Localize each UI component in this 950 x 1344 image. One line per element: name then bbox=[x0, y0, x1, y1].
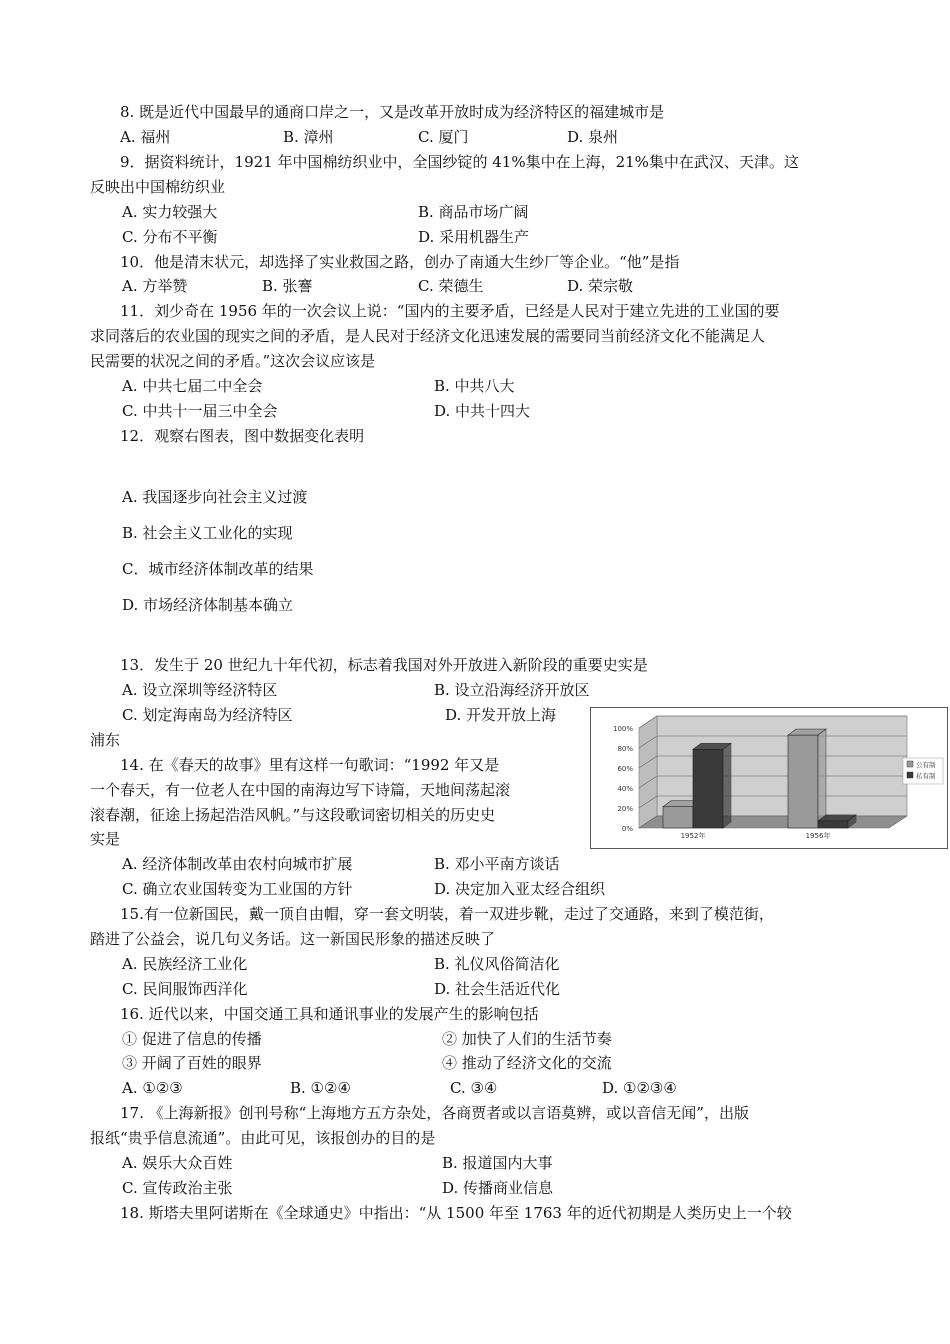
q14-option-d: D. 决定加入亚太经合组织 bbox=[434, 880, 606, 898]
q16-item-4: ④ 推动了经济文化的交流 bbox=[442, 1054, 612, 1072]
chart-legend-swatch bbox=[907, 761, 913, 767]
chart-xtick-label: 1952年 bbox=[680, 832, 706, 840]
q11-stem-line3: 民需要的状况之间的矛盾。”这次会议应该是 bbox=[90, 352, 376, 370]
q15-stem-line1: 15.有一位新国民，戴一顶自由帽，穿一套文明装，着一双进步靴，走过了交通路，来到了模范街， bbox=[120, 905, 774, 923]
q14-option-b: B. 邓小平南方谈话 bbox=[434, 855, 560, 873]
chart-canvas bbox=[591, 708, 947, 848]
q17-option-c: C. 宣传政治主张 bbox=[122, 1179, 233, 1197]
q15-option-c: C. 民间服饰西洋化 bbox=[122, 980, 248, 998]
ownership-bar-chart bbox=[590, 707, 948, 849]
q13-option-d: D. 开发开放上海 bbox=[445, 706, 557, 724]
q13-option-a: A. 设立深圳等经济特区 bbox=[122, 681, 278, 699]
chart-bar-front bbox=[693, 749, 723, 828]
q13-stem: 13．发生于 20 世纪九十年代初，标志着我国对外开放进入新阶段的重要史实是 bbox=[120, 656, 648, 674]
q14-stem-line3: 滚春潮，征途上扬起浩浩风帆。”与这段歌词密切相关的历史史 bbox=[90, 806, 496, 824]
q14-option-a: A. 经济体制改革由农村向城市扩展 bbox=[122, 855, 353, 873]
q15-option-b: B. 礼仪风俗简洁化 bbox=[434, 955, 560, 973]
q16-stem: 16. 近代以来，中国交通工具和通讯事业的发展产生的影响包括 bbox=[120, 1005, 539, 1023]
q11-stem-line1: 11．刘少奇在 1956 年的一次会议上说：“国内的主要矛盾，已经是人民对于建立先进的工业国的要 bbox=[120, 302, 780, 320]
chart-ytick-label: 100% bbox=[612, 725, 633, 733]
chart-bar-front bbox=[788, 735, 818, 828]
q8-option-c: C. 厦门 bbox=[418, 128, 469, 146]
q14-stem-line1: 14. 在《春天的故事》里有这样一句歌词：“1992 年又是 bbox=[120, 756, 500, 774]
q10-option-d: D. 荣宗敬 bbox=[567, 277, 634, 295]
q8-option-d: D. 泉州 bbox=[567, 128, 619, 146]
q17-stem-line1: 17. 《上海新报》创刊号称“上海地方五方杂处，各商贾者或以言语莫辨，或以音信无闻”，出版 bbox=[120, 1104, 749, 1122]
chart-ytick-label: 60% bbox=[617, 765, 633, 773]
chart-ytick-label: 20% bbox=[617, 805, 633, 813]
chart-ytick-label: 80% bbox=[617, 745, 633, 753]
q8-stem: 8. 既是近代中国最早的通商口岸之一，又是改革开放时成为经济特区的福建城市是 bbox=[120, 103, 665, 121]
chart-xtick-label: 1956年 bbox=[805, 832, 831, 840]
q13-option-c: C. 划定海南岛为经济特区 bbox=[122, 706, 293, 724]
chart-bar-front bbox=[663, 807, 693, 828]
q17-option-d: D. 传播商业信息 bbox=[442, 1179, 554, 1197]
q14-stem-line2: 一个春天，有一位老人在中国的南海边写下诗篇，天地间荡起滚 bbox=[90, 781, 511, 799]
q11-stem-line2: 求同落后的农业国的现实之间的矛盾，是人民对于经济文化迅速发展的需要同当前经济文化不能满足人 bbox=[90, 327, 766, 345]
q9-stem-line2: 反映出中国棉纺织业 bbox=[90, 178, 226, 196]
q10-option-a: A. 方举赞 bbox=[122, 277, 188, 295]
q10-option-c: C. 荣德生 bbox=[418, 277, 484, 295]
q17-option-a: A. 娱乐大众百姓 bbox=[122, 1154, 233, 1172]
q16-option-c: C. ③④ bbox=[450, 1079, 498, 1097]
q9-option-a: A. 实力较强大 bbox=[122, 203, 218, 221]
q15-option-a: A. 民族经济工业化 bbox=[122, 955, 248, 973]
q15-stem-line2: 踏进了公益会，说几句义务话。这一新国民形象的描述反映了 bbox=[90, 930, 496, 948]
q9-option-d: D. 采用机器生产 bbox=[418, 228, 530, 246]
q9-stem-line1: 9．据资料统计，1921 年中国棉纺织业中，全国纱锭的 41%集中在上海，21%集中在武汉、天津。这 bbox=[120, 153, 799, 171]
q14-option-c: C. 确立农业国转变为工业国的方针 bbox=[122, 880, 353, 898]
q16-item-3: ③ 开阔了百姓的眼界 bbox=[122, 1054, 262, 1072]
q13-option-d-continued: 浦东 bbox=[90, 731, 121, 749]
q17-option-b: B. 报道国内大事 bbox=[442, 1154, 553, 1172]
q11-option-c: C. 中共十一届三中全会 bbox=[122, 402, 278, 420]
chart-legend-label: 私有制 bbox=[916, 772, 936, 780]
q16-option-b: B. ①②④ bbox=[290, 1079, 351, 1097]
q16-item-1: ① 促进了信息的传播 bbox=[122, 1030, 262, 1048]
q11-option-a: A. 中共七届二中全会 bbox=[122, 377, 263, 395]
q16-option-d: D. ①②③④ bbox=[602, 1079, 677, 1097]
q18-stem: 18. 斯塔夫里阿诺斯在《全球通史》中指出：“从 1500 年至 1763 年的近代初期是人类历史上一个较 bbox=[120, 1204, 792, 1222]
chart-bar-front bbox=[818, 821, 848, 828]
q12-option-d: D. 市场经济体制基本确立 bbox=[122, 596, 294, 614]
q11-option-b: B. 中共八大 bbox=[434, 377, 515, 395]
chart-legend-label: 公有制 bbox=[916, 761, 936, 769]
chart-ytick-label: 0% bbox=[621, 825, 633, 833]
q11-option-d: D. 中共十四大 bbox=[434, 402, 531, 420]
chart-ytick-label: 40% bbox=[617, 785, 633, 793]
q13-option-b: B. 设立沿海经济开放区 bbox=[434, 681, 590, 699]
q15-option-d: D. 社会生活近代化 bbox=[434, 980, 561, 998]
q17-stem-line2: 报纸“贵乎信息流通”。由此可见，该报创办的目的是 bbox=[90, 1129, 436, 1147]
q9-option-c: C. 分布不平衡 bbox=[122, 228, 218, 246]
q10-stem: 10．他是清末状元，却选择了实业救国之路，创办了南通大生纱厂等企业。“他”是指 bbox=[120, 253, 680, 271]
chart-side-wall bbox=[639, 716, 657, 828]
chart-bar-side bbox=[723, 743, 731, 828]
q8-option-b: B. 漳州 bbox=[283, 128, 334, 146]
chart-legend-swatch bbox=[907, 772, 913, 778]
q12-option-c: C．城市经济体制改革的结果 bbox=[122, 560, 314, 578]
q14-stem-line4: 实是 bbox=[90, 830, 121, 848]
chart-bar-side bbox=[818, 729, 826, 828]
q12-option-a: A. 我国逐步向社会主义过渡 bbox=[122, 488, 308, 506]
q12-stem: 12．观察右图表，图中数据变化表明 bbox=[120, 427, 365, 445]
q8-option-a: A. 福州 bbox=[120, 128, 171, 146]
q16-option-a: A. ①②③ bbox=[122, 1079, 183, 1097]
q9-option-b: B. 商品市场广阔 bbox=[418, 203, 529, 221]
q12-option-b: B. 社会主义工业化的实现 bbox=[122, 524, 293, 542]
q16-item-2: ② 加快了人们的生活节奏 bbox=[442, 1030, 612, 1048]
q10-option-b: B. 张謇 bbox=[262, 277, 313, 295]
